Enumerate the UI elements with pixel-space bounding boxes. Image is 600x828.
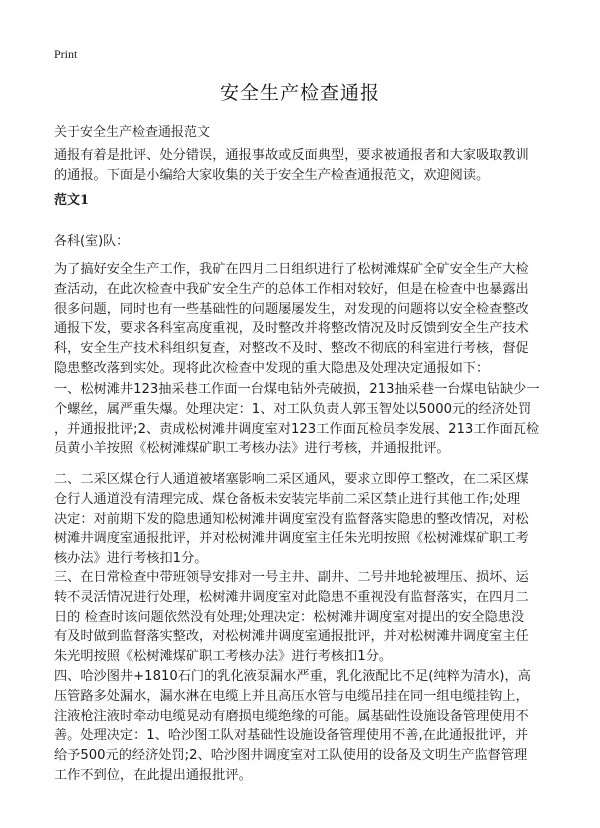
text-line: 注液枪注液时牵动电缆晃动有磨损电缆绝缘的可能。属基础性设施设备管理使用不 — [54, 708, 529, 724]
text-line: 一、松树滩井123抽采巷工作面一台煤电钻外壳破损，213抽采巷一台煤电钻缺少一 — [54, 382, 540, 397]
text-line: 给予500元的经济处罚;2、哈沙图井调度室对工队使用的设备及文明生产监督管理 — [54, 748, 528, 764]
paragraph-2 — [54, 380, 554, 459]
text-line: 通报下发，要求各科室高度重视，及时整改并将整改情况及时反馈到安全生产技术 — [54, 321, 529, 337]
paragraph-3 — [54, 470, 554, 569]
text-line: 日的 检查时该问题依然没有处理;处理决定：松树滩井调度室对提出的安全隐患没 — [54, 609, 525, 625]
document-title: 安全生产检查通报 — [219, 82, 380, 104]
text-line: 核办法》进行考核扣1分。 — [54, 551, 208, 567]
text-line: 树滩井调度室通报批评，并对松树滩井调度室主任朱光明按照《松树滩煤矿职工考 — [54, 531, 529, 547]
section-heading: 范文1 — [54, 193, 90, 208]
intro-paragraph — [54, 146, 554, 186]
text-line: 隐患整改落到实处。现将此次检查中发现的重大隐患及处理决定通报如下： — [54, 360, 490, 376]
print-link[interactable]: Print — [54, 47, 78, 61]
text-line: 三、在日常检查中带班领导安排对一号主井、副井、二号井地轮被埋压、损坏、运 — [54, 570, 529, 585]
paragraph-4 — [54, 568, 554, 667]
greeting: 各科(室)队： — [54, 234, 130, 249]
text-line: 仓行人通道没有清理完成、煤仓备板未安装完毕前二采区禁止进行其他工作;处理 — [54, 491, 521, 507]
text-line: 四、哈沙图井+1810石门的乳化液泵漏水严重，乳化液配比不足(纯粹为清水)，高 — [54, 669, 531, 684]
text-line: 朱光明按照《松树滩煤矿职工考核办法》进行考核扣1分。 — [54, 649, 393, 665]
text-line: 很多问题，同时也有一些基础性的问题屡屡发生，对发现的问题将以安全检查整改 — [54, 301, 529, 317]
document-subtitle: 关于安全生产检查通报范文 — [54, 125, 211, 140]
text-line: 为了搞好安全生产工作，我矿在四月二日组织进行了松树滩煤矿全矿安全生产大检 — [54, 262, 529, 277]
text-line: 转不灵活情况进行处理，松树滩井调度室对此隐患不重视没有监督落实，在四月二 — [54, 589, 529, 605]
paragraph-5 — [54, 667, 554, 786]
text-line: 通报有着是批评、处分错误，通报事故或反面典型，要求被通报者和大家吸取教训 — [54, 148, 529, 163]
text-line: 查活动，在此次检查中我矿安全生产的总体工作相对较好，但是在检查中也暴露出 — [54, 281, 529, 297]
text-line: 个螺丝，属严重失爆。处理决定：1、对工队负责人郭玉智处以5000元的经济处罚 — [54, 401, 532, 417]
text-line: 的通报。下面是小编给大家收集的关于安全生产检查通报范文，欢迎阅读。 — [54, 167, 490, 183]
text-line: 员黄小羊按照《松树滩煤矿职工考核办法》进行考核，并通报批评。 — [54, 441, 450, 457]
text-line: 科，安全生产技术科组织复查，对整改不及时、整改不彻底的科室进行考核，督促 — [54, 341, 529, 357]
text-line: 有及时做到监督落实整改，对松树滩井调度室通报批评，并对松树滩井调度室主任 — [54, 629, 529, 645]
paragraph-1 — [54, 260, 554, 379]
text-line: 二、二采区煤仓行人通道被堵塞影响二采区通风，要求立即停工整改，在二采区煤 — [54, 472, 529, 487]
text-line: 工作不到位，在此提出通报批评。 — [54, 767, 252, 783]
text-line: 压管路多处漏水，漏水淋在电缆上并且高压水管与电缆吊挂在同一组电缆挂钩上， — [54, 688, 529, 704]
text-line: ，并通报批评;2、责成松树滩井调度室对123工作面瓦检员李发展、213工作面瓦检 — [54, 421, 540, 437]
text-line: 善。处理决定：1、哈沙图工队对基础性设施设备管理使用不善,在此通报批评，并 — [54, 728, 529, 744]
text-line: 决定：对前期下发的隐患通知松树滩井调度室没有监督落实隐患的整改情况，对松 — [54, 511, 529, 527]
